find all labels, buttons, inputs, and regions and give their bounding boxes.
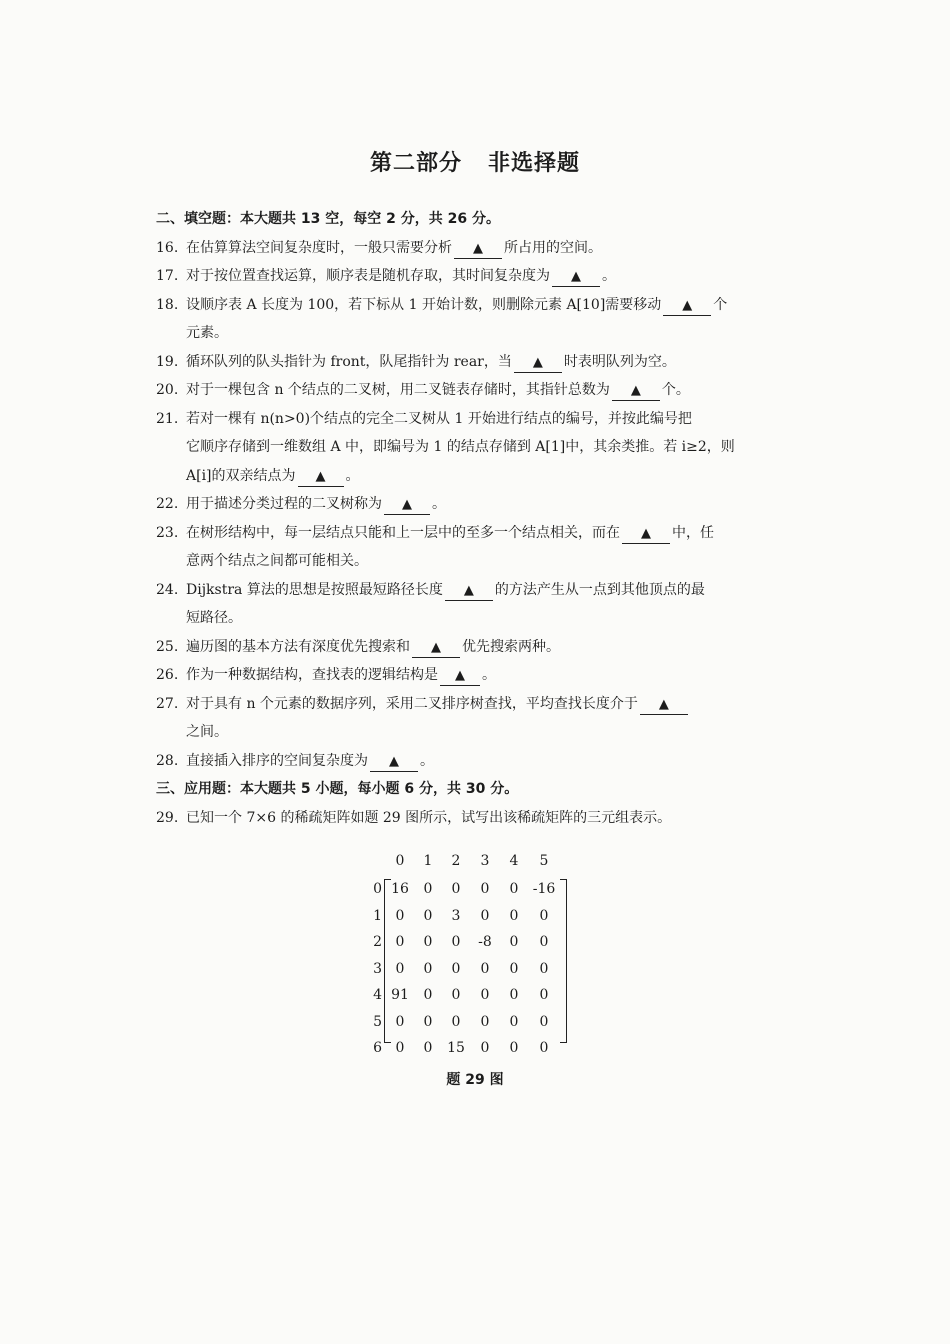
answer-blank: ▲ [384, 495, 430, 515]
question-23-cont: 意两个结点之间都可能相关。 [186, 553, 368, 569]
matrix-cell: 0 [509, 907, 519, 924]
matrix-col-label: 3 [480, 853, 490, 869]
matrix-right-bracket [560, 879, 567, 1043]
app-section-header: 三、应用题：本大题共 5 小题，每小题 6 分，共 30 分。 [156, 781, 519, 797]
matrix-cell: 0 [451, 960, 461, 977]
answer-blank: ▲ [552, 267, 600, 287]
matrix-cell: 0 [509, 987, 519, 1003]
matrix-cell: 0 [423, 987, 433, 1003]
title-sub: 非选择题 [488, 151, 581, 176]
answer-blank: ▲ [640, 695, 688, 715]
matrix-col-label: 4 [509, 853, 519, 869]
question-21-line2: 它顺序存储到一维数组 A 中，即编号为 1 的结点存储到 A[1]中，其余类推。若 i≥2，则 [186, 439, 735, 455]
title-main: 第二部分 [369, 151, 462, 176]
question-number: 16. [156, 239, 179, 256]
matrix-row-label: 5 [373, 1013, 382, 1030]
matrix-cell: 3 [451, 907, 461, 924]
matrix-cell: 0 [480, 1040, 490, 1056]
question-number: 29. [156, 809, 179, 826]
answer-blank: ▲ [370, 752, 418, 772]
question-number: 21. [156, 410, 179, 427]
matrix-cell: 0 [480, 1013, 490, 1030]
matrix-row-label: 4 [373, 987, 382, 1003]
question-19: 19. 循环队列的队头指针为 front，队尾指针为 rear，当 ▲ 时表明队列为空。 [156, 348, 786, 377]
matrix-col-label: 0 [395, 853, 405, 869]
question-number: 26. [156, 667, 179, 683]
answer-blank: ▲ [622, 524, 670, 544]
question-number: 22. [156, 496, 179, 512]
matrix-cell: 0 [395, 907, 405, 924]
question-17: 17. 对于按位置查找运算，顺序表是随机存取，其时间复杂度为 ▲ 。 [156, 262, 786, 291]
matrix-cell: 0 [423, 1013, 433, 1030]
matrix-cell: 0 [539, 907, 549, 924]
matrix-col-label: 2 [451, 853, 461, 869]
matrix-cell: 0 [423, 934, 433, 950]
question-number: 17. [156, 268, 179, 284]
matrix-cell: 0 [395, 960, 405, 977]
matrix-cell: 0 [539, 1013, 549, 1030]
matrix-cell: 16 [391, 881, 409, 897]
question-18: 18. 设顺序表 A 长度为 100，若下标从 1 开始计数，则删除元素 A[10]需要移动 ▲ 个 [156, 291, 786, 320]
matrix-cell: 0 [539, 1040, 549, 1056]
matrix-row-label: 3 [373, 960, 382, 977]
answer-blank: ▲ [663, 296, 711, 316]
question-number: 19. [156, 353, 179, 370]
matrix-cell: 0 [423, 881, 433, 897]
question-number: 20. [156, 382, 179, 398]
matrix-col-label: 1 [423, 853, 433, 869]
matrix-cell: 0 [395, 1013, 405, 1030]
answer-blank: ▲ [514, 353, 562, 373]
question-24: 24. Dijkstra 算法的思想是按照最短路径长度 ▲ 的方法产生从一点到其他顶点的最 [156, 576, 786, 605]
matrix-row-label: 0 [373, 881, 382, 897]
question-16: 16. 在估算算法空间复杂度时，一般只需要分析 ▲ 所占用的空间。 [156, 234, 786, 263]
answer-blank: ▲ [440, 666, 480, 686]
matrix-cell: 0 [509, 881, 519, 897]
question-number: 23. [156, 524, 179, 541]
matrix-cell: 0 [480, 907, 490, 924]
question-21: 21. 若对一棵有 n(n>0)个结点的完全二叉树从 1 开始进行结点的编号，并按此编号把 [156, 405, 786, 434]
question-number: 25. [156, 638, 179, 655]
matrix-cell: 15 [447, 1040, 465, 1056]
matrix-cell: 0 [539, 987, 549, 1003]
matrix-cell: 0 [451, 881, 461, 897]
matrix-cell: 0 [480, 960, 490, 977]
matrix-cell: 0 [451, 934, 461, 950]
question-23: 23. 在树形结构中，每一层结点只能和上一层中的至多一个结点相关，而在 ▲ 中，任 [156, 519, 786, 548]
question-number: 24. [156, 581, 179, 598]
question-number: 27. [156, 695, 179, 712]
question-25: 25. 遍历图的基本方法有深度优先搜索和 ▲ 优先搜索两种。 [156, 633, 786, 662]
matrix-cell: 0 [509, 1040, 519, 1056]
figure-caption: 题 29 图 [446, 1072, 504, 1088]
answer-blank: ▲ [612, 381, 660, 401]
matrix-cell: 0 [395, 934, 405, 950]
question-26: 26. 作为一种数据结构，查找表的逻辑结构是 ▲ 。 [156, 661, 786, 690]
matrix-cell: 0 [509, 934, 519, 950]
question-29: 29. 已知一个 7×6 的稀疏矩阵如题 29 图所示，试写出该稀疏矩阵的三元组表示。 [156, 804, 786, 833]
question-20: 20. 对于一棵包含 n 个结点的二叉树，用二叉链表存储时，其指针总数为 ▲ 个。 [156, 376, 786, 405]
matrix-cell: 0 [451, 987, 461, 1003]
matrix-cell: -16 [532, 881, 556, 897]
answer-blank: ▲ [445, 581, 493, 601]
matrix-cell: 0 [423, 907, 433, 924]
question-number: 18. [156, 296, 179, 313]
matrix-cell: 0 [509, 960, 519, 977]
matrix-col-label: 5 [539, 853, 549, 869]
matrix-cell: 0 [423, 960, 433, 977]
matrix-cell: -8 [478, 934, 492, 950]
answer-blank: ▲ [298, 467, 344, 487]
matrix-row-label: 6 [373, 1040, 382, 1056]
question-28: 28. 直接插入排序的空间复杂度为 ▲ 。 [156, 747, 786, 776]
matrix-cell: 0 [539, 934, 549, 950]
matrix-cell: 0 [423, 1040, 433, 1056]
question-18-cont: 元素。 [186, 325, 228, 341]
page-title [0, 146, 950, 177]
matrix-cell: 0 [451, 1013, 461, 1030]
question-27: 27. 对于具有 n 个元素的数据序列，采用二叉排序树查找，平均查找长度介于 ▲ [156, 690, 786, 719]
question-24-cont: 短路径。 [186, 610, 242, 626]
matrix-cell: 91 [391, 987, 409, 1003]
question-21-line3: A[i]的双亲结点为 ▲ 。 [156, 462, 786, 491]
answer-blank: ▲ [412, 638, 460, 658]
matrix-row-label: 2 [373, 934, 382, 950]
question-number: 28. [156, 752, 179, 769]
matrix-cell: 0 [539, 960, 549, 977]
question-content [156, 205, 786, 832]
matrix-cell: 0 [480, 987, 490, 1003]
fill-section-header: 二、填空题：本大题共 13 空，每空 2 分，共 26 分。 [156, 211, 500, 227]
matrix-cell: 0 [509, 1013, 519, 1030]
question-22: 22. 用于描述分类过程的二叉树称为 ▲ 。 [156, 490, 786, 519]
matrix-cell: 0 [395, 1040, 405, 1056]
matrix-cell: 0 [480, 881, 490, 897]
question-27-cont: 之间。 [186, 724, 228, 740]
answer-blank: ▲ [454, 239, 502, 259]
matrix-row-label: 1 [373, 907, 382, 924]
